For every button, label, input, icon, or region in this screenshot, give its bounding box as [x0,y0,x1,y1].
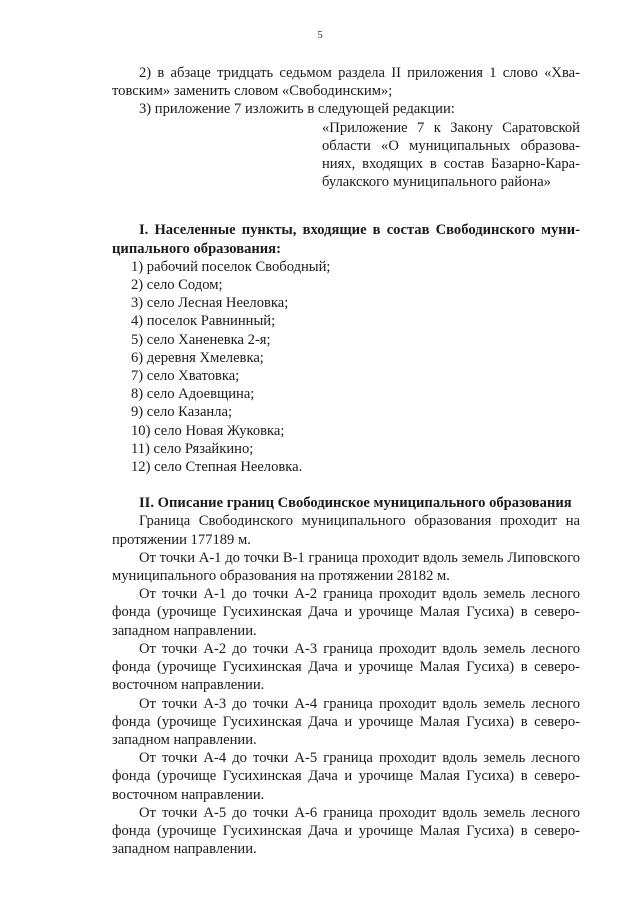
list-item: 8) село Адоевщина; [131,386,255,403]
document-body [112,64,580,858]
list-item: 3) село Лесная Нееловка; [131,295,289,312]
section-2-title: II. Описание границ Свободинское муниципального образования [139,495,572,512]
list-item: 11) село Рязайкино; [131,440,254,457]
boundary-paragraph: От точки А-1 до точки А-2 граница проходит вдоль земель лесного фонда (урочище Гусихинская Дача и урочище Малая Гусиха) в северо-западном направлении. [112,586,580,639]
spacer [112,476,580,494]
amendment-item-2: 2) в абзаце тридцать седьмом раздела II приложения 1 слово «Хватовским» заменить словом «Свободинским»; [112,65,580,100]
boundary-paragraph: От точки А-2 до точки А-3 граница проходит вдоль земель лесного фонда (урочище Гусихинская Дача и урочище Малая Гусиха) в северо-восточном направлении. [112,640,580,694]
amendment-item-3: 3) приложение 7 изложить в следующей редакции: [139,101,455,118]
list-item: 6) деревня Хмелевка; [131,349,264,366]
list-item: 9) село Казанла; [131,404,233,421]
section-1-title: I. Населенные пункты, входящие в состав Свободинского муниципального образования: [112,222,580,257]
boundary-paragraph: От точки А-4 до точки А-5 граница проходит вдоль земель лесного фонда (урочище Гусихинская Дача и урочище Малая Гусиха) в северо-восточном направлении. [112,750,580,803]
list-item: 2) село Содом; [131,277,223,294]
boundary-paragraph: От точки А-5 до точки А-6 граница проходит вдоль земель лесного фонда (урочище Гусихинская Дача и урочище Малая Гусиха) в северо-западном направлении. [112,804,580,858]
list-item: 4) поселок Равнинный; [131,313,276,330]
list-item: 10) село Новая Жуковка; [131,422,285,439]
page-number: 5 [317,29,323,41]
spacer [112,191,580,221]
boundary-paragraph: Граница Свободинского муниципального образования проходит на протяжении 177189 м. [112,513,580,548]
settlements-list [112,258,580,476]
list-item: 7) село Хватовка; [131,368,240,385]
appendix-reference: «Приложение 7 к Закону Саратовской области «О муниципальных образованиях, входящих в состав Базарно-Карабулакского муниципального района» [322,119,580,191]
list-item: 1) рабочий поселок Свободный; [131,258,331,275]
boundary-paragraph: От точки А-1 до точки В-1 граница проходит вдоль земель Липовского муниципального образования на протяжении 28182 м. [112,549,580,585]
list-item: 5) село Ханеневка 2-я; [131,331,271,348]
list-item: 12) село Степная Нееловка. [131,459,303,476]
boundary-paragraph: От точки А-3 до точки А-4 граница проходит вдоль земель лесного фонда (урочище Гусихинская Дача и урочище Малая Гусиха) в северо-западном направлении. [112,695,580,748]
